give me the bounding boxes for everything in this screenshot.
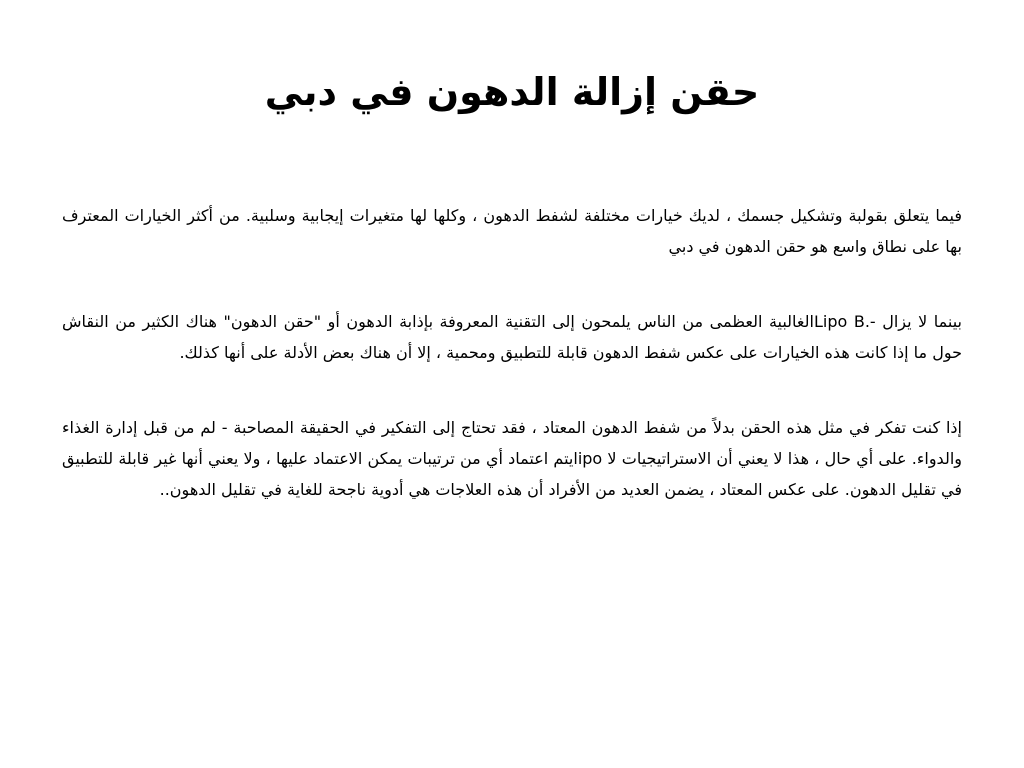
slide-title: حقن إزالة الدهون في دبي — [264, 70, 760, 114]
paragraph-intro: فيما يتعلق بقولبة وتشكيل جسمك ، لديك خيارات مختلفة لشفط الدهون ، وكلها لها متغيرات إيجابية وسلبية. من أكثر الخيارات المعترف بها على نطاق واسع هو حقن الدهون في دبي — [62, 206, 962, 256]
slide-body — [62, 200, 962, 549]
paragraph-fda: إذا كنت تفكر في مثل هذه الحقن بدلاً من شفط الدهون المعتاد ، فقد تحتاج إلى التفكير في الحقيقة المصاحبة - لم من قبل إدارة الغذاء والدواء. على أي حال ، هذا لا يعني أن الاستراتيجيات لا lipoيتم اعتماد أي من ترتيبات يمكن الاعتماد عليها ، ولا يعني أنها غير قابلة للتطبيق في تقليل الدهون. على عكس المعتاد ، يضمن العديد من الأفراد أن هذه العلاجات هي أدوية ناجحة للغاية في تقليل الدهون.. — [62, 418, 963, 499]
paragraph-lipo-b: بينما لا يزال -.Lipo Bالغالبية العظمى من الناس يلمحون إلى التقنية المعروفة بإذابة الدهون أو "حقن الدهون" هناك الكثير من النقاش حول ما إذا كانت هذه الخيارات على عكس شفط الدهون قابلة للتطبيق ومحمية ، إلا أن هناك بعض الأدلة على أنها كذلك. — [62, 312, 963, 362]
